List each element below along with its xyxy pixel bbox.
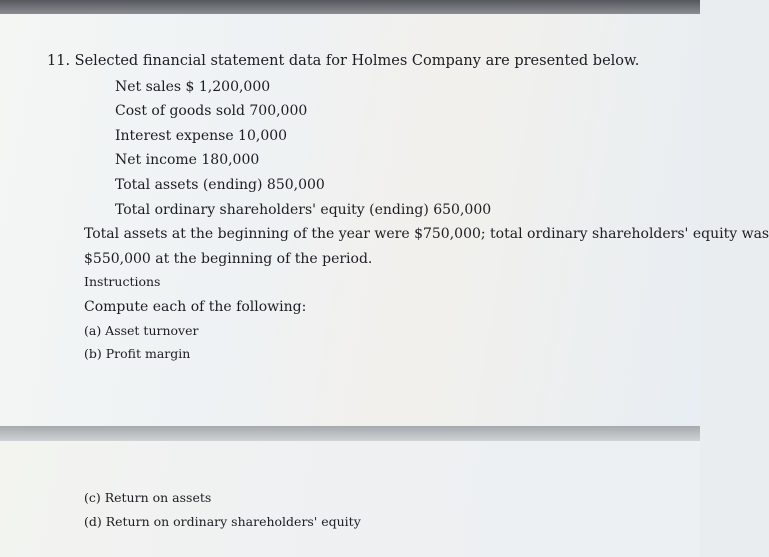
data-item-total-assets: Total assets (ending) 850,000 (115, 177, 325, 193)
data-item-cogs: Cost of goods sold 700,000 (115, 103, 308, 119)
data-item-net-sales: Net sales $ 1,200,000 (115, 79, 271, 95)
note-line-2: $550,000 at the beginning of the period. (84, 251, 373, 267)
part-a: (a) Asset turnover (84, 323, 199, 338)
panel-divider (0, 426, 700, 441)
part-d: (d) Return on ordinary shareholders' equity (84, 514, 361, 529)
note-line-1: Total assets at the beginning of the year were $750,000; total ordinary shareholders' equity was (84, 226, 769, 242)
top-edge-bar (0, 0, 700, 14)
part-b: (b) Profit margin (84, 346, 191, 361)
instructions-heading: Instructions (84, 274, 161, 289)
problem-title: 11. Selected financial statement data for Holmes Company are presented below. (47, 53, 640, 69)
data-item-interest-expense: Interest expense 10,000 (115, 128, 288, 144)
compute-prompt: Compute each of the following: (84, 299, 307, 315)
data-item-net-income: Net income 180,000 (115, 152, 260, 168)
part-c: (c) Return on assets (84, 490, 212, 505)
data-item-shareholders-equity: Total ordinary shareholders' equity (ending) 650,000 (115, 202, 492, 218)
question-panel-top (0, 14, 700, 426)
